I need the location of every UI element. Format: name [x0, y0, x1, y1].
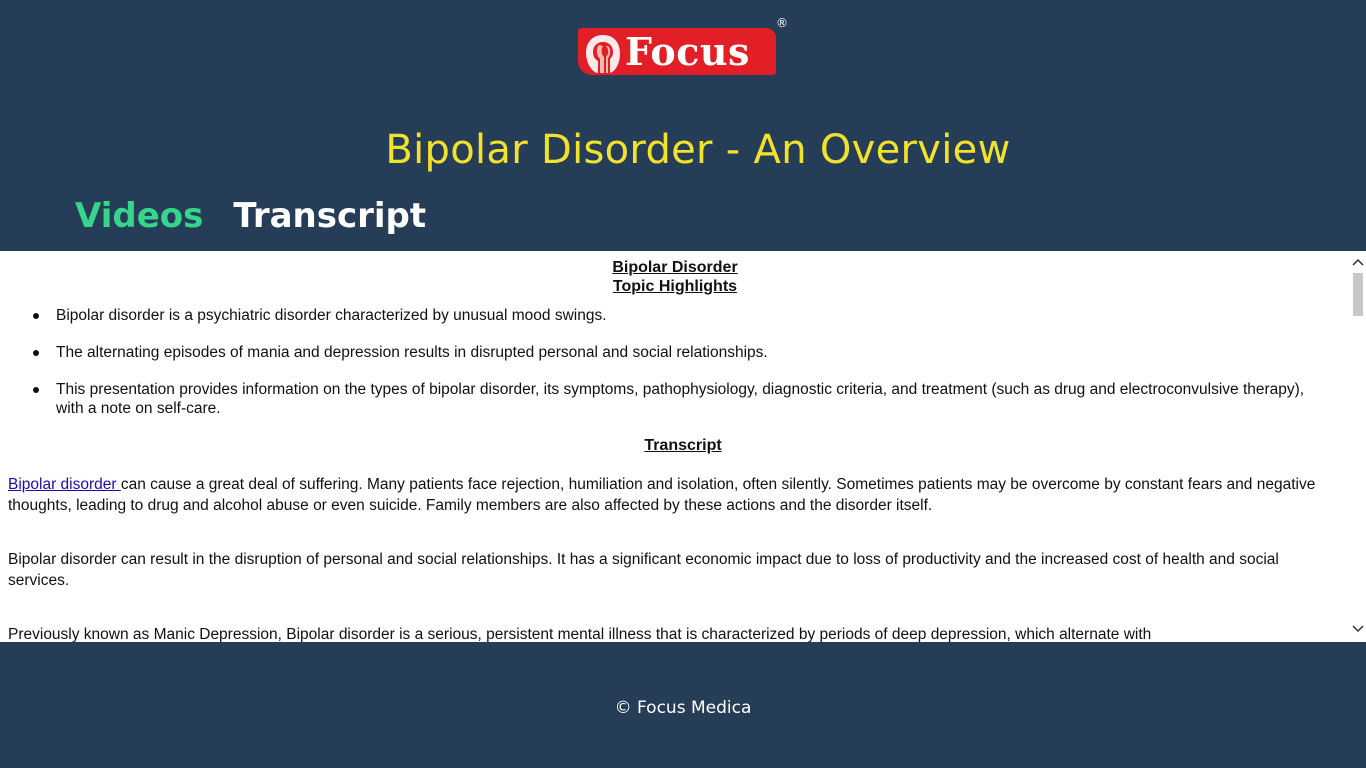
transcript-paragraph — [0, 474, 1350, 516]
tab-transcript[interactable]: Transcript — [233, 196, 427, 236]
document-subtitle: Topic Highlights — [612, 278, 738, 295]
list-item: Bipolar disorder is a psychiatric disorder characterized by unusual mood swings. — [56, 306, 1310, 325]
transcript-panel — [0, 251, 1366, 642]
transcript-paragraph: Previously known as Manic Depression, Bipolar disorder is a serious, persistent mental illness that is characterized by periods of deep depression, which alternate with — [8, 626, 1152, 642]
scrollbar-thumb[interactable] — [1353, 273, 1363, 316]
tab-videos[interactable]: Videos — [75, 196, 204, 236]
chevron-down-icon[interactable] — [1350, 622, 1366, 638]
footer-copyright: © Focus Medica — [614, 698, 752, 718]
registered-mark: ® — [776, 16, 788, 30]
tab-bar — [75, 190, 426, 242]
highlights-list — [0, 306, 1350, 418]
logo-text: Focus — [625, 29, 750, 74]
logo-emblem-icon — [582, 31, 624, 75]
list-item: This presentation provides information on the types of bipolar disorder, its symptoms, pathophysiology, diagnostic criteria, and treatment (such as drug and electroconvulsive therapy), with a note on self-care. — [56, 380, 1310, 418]
chevron-up-icon[interactable] — [1350, 255, 1366, 271]
paragraph-text: can cause a great deal of suffering. Many patients face rejection, humiliation and isolation, often silently. Sometimes patients may be overcome by constant fears and negative thoughts, leading to drug and alcohol abuse or even suicide. Family members are also affected by these actions and the disorder itself. — [8, 476, 1316, 514]
logo-badge — [578, 28, 776, 75]
focus-logo — [578, 16, 790, 78]
bipolar-disorder-link[interactable]: Bipolar disorder — [8, 476, 121, 493]
list-item: The alternating episodes of mania and depression results in disrupted personal and social relationships. — [56, 343, 1310, 362]
transcript-paragraph: Bipolar disorder can result in the disruption of personal and social relationships. It has a significant economic impact due to loss of productivity and the increased cost of health and social services. — [8, 551, 1279, 589]
vertical-scrollbar[interactable] — [1350, 251, 1366, 642]
transcript-content[interactable] — [0, 251, 1350, 642]
transcript-heading: Transcript — [644, 437, 722, 454]
document-title: Bipolar Disorder — [612, 259, 738, 276]
document-heading — [0, 251, 1350, 296]
page-title: Bipolar Disorder - An Overview — [385, 127, 1011, 173]
